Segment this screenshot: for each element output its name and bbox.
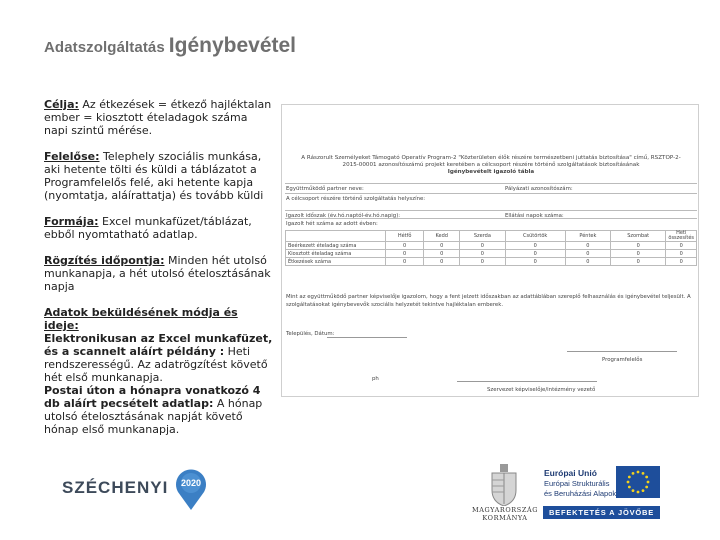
table-cell: 0 [386,258,424,266]
hungary-name: MAGYARORSZÁG KORMÁNYA [471,506,539,522]
ellatasi-label: Ellátási napok száma: [505,213,564,219]
form-header-line2: 2015-00001 azonosítószámú projekt keretében a célcsoport részére történő szolgáltatások biztosításának [342,162,640,168]
eu-star [637,471,640,474]
rogzites-label: Rögzítés időpontja: [44,254,165,267]
eu-title: Európai Unió [544,468,597,478]
col-header: Csütörtök [505,231,565,242]
form-note: Mint az együttműködő partner képviselője igazolom, hogy a fent jelzett időszakban az adattáblában szereplő felhasználás és igénybevétel teljesült. A szolgáltatásokat igénybevevők szociális helyzetét tekintve hajléktalan emberek. [286,294,691,308]
formaja-paragraph [44,215,274,241]
table-cell: 0 [386,242,424,250]
szechenyi-word: SZÉCHENYI [62,478,169,497]
table-cell: 0 [460,258,505,266]
elektronikusan-paragraph [44,332,274,384]
eu-star [642,489,645,492]
form-table [285,230,697,266]
description-text [44,98,274,436]
eu-line2: Európai Strukturális [544,479,610,488]
col-header: Péntek [565,231,610,242]
felelose-paragraph [44,150,274,202]
elektronikusan-label: Elektronikusan az Excel munkafüzet, és a scannelt aláírt példány : [44,332,273,358]
celja-paragraph [44,98,274,137]
table-cell: 0 [505,258,565,266]
partner-label: Együttműködő partner neve: [286,186,364,192]
col-header [286,231,386,242]
table-cell: 0 [666,258,697,266]
postai-paragraph [44,384,274,436]
eu-text [544,468,616,499]
celja-text: Az étkezések = étkező hajléktalan ember = kiosztott ételadagok száma napi szintű mérése. [44,98,272,137]
row-label: Kiosztott ételadag száma [286,250,386,258]
title-large: Igénybevétel [168,34,297,57]
table-cell: 0 [386,250,424,258]
form-header-title: Igénybevételt igazoló tábla [447,169,535,175]
table-row [286,250,697,258]
table-cell: 0 [505,242,565,250]
ph-label: ph [372,376,379,382]
eu-star [647,481,650,484]
adatok-label: Adatok beküldésének módja és ideje: [44,306,238,332]
row-label: Étkezések száma [286,258,386,266]
het-label: Igazolt hét száma az adott évben: [286,221,378,227]
rogzites-text: Minden hét utolsó munkanapja, a hét utolsó ételosztásának napja [44,254,271,293]
table-cell: 0 [611,250,666,258]
celja-label: Célja: [44,98,79,111]
form-row-het [285,218,697,227]
table-cell: 0 [666,250,697,258]
postai-label: Postai úton a hónapra vonatkozó 4 db aláírt pecsételt adatlap: [44,384,261,410]
eu-star [627,481,630,484]
row-label: Beérkezett ételadag száma [286,242,386,250]
table-cell: 0 [424,250,460,258]
palyazati-label: Pályázati azonosítószám: [505,186,573,192]
form-preview [281,104,699,397]
eu-star [645,486,648,489]
table-cell: 0 [611,242,666,250]
szervezet-label: Szervezet képviselője/intézmény vezető [487,387,596,393]
title-small: Adatszolgáltatás [44,39,165,56]
table-cell: 0 [505,250,565,258]
eu-star [632,489,635,492]
table-cell: 0 [460,242,505,250]
col-header: Szombat [611,231,666,242]
form-row-idoszak [285,210,697,219]
idoszak-label: Igazolt időszak (év.hó.naptól-év.hó.napig): [286,213,401,219]
szechenyi-year: 2020 [181,478,202,488]
table-cell: 0 [565,242,610,250]
table-cell: 0 [565,250,610,258]
table-cell: 0 [666,242,697,250]
programfelelos-line [567,351,677,352]
szechenyi-2020-badge [174,466,208,510]
formaja-label: Formája: [44,215,99,228]
adatok-paragraph [44,306,274,332]
col-header: Szerda [460,231,505,242]
eu-star [628,486,631,489]
table-cell: 0 [565,258,610,266]
table-cell: 0 [611,258,666,266]
col-header: Kedd [424,231,460,242]
eu-star [637,491,640,494]
felelose-label: Felelőse: [44,150,100,163]
postai-text: A hónap utolsó ételosztásának napját követő hónap első munkanapja. [44,397,263,436]
eu-stars-icon [616,466,660,498]
telepules-line [327,337,407,338]
form-row-partner [285,183,697,192]
rogzites-paragraph [44,254,274,293]
table-cell: 0 [460,250,505,258]
helyszin-label: A célcsoport részére történő szolgáltatás helyszíne: [286,196,426,202]
form-header-line1: A Rászorult Személyeket Támogató Operatív Program-2 "Közterületen élők részére természetbeni juttatás biztosítása" című, RSZTOP-2- [301,155,681,161]
szechenyi-badge-icon [174,466,208,510]
slide-title [44,34,296,58]
table-header-row [286,231,697,242]
eu-star [645,476,648,479]
form-row-helyszin [285,193,697,202]
programfelelos-label: Programfelelős [602,357,643,363]
eu-line3: és Beruházási Alapok [544,489,617,498]
formaja-text: Excel munkafüzet/táblázat, ebből nyomtatható adatlap. [44,215,252,241]
table-cell: 0 [424,242,460,250]
eu-logo-block [470,462,690,520]
felelose-text: Telephely szociális munkása, aki hetente tölti és küldi a táblázatot a Programfelelős felé, aki hetente kapja (nyomtatja, aláírattatja) és tovább küldi [44,150,264,202]
szervezet-line [457,381,597,382]
szechenyi-logo [62,466,208,510]
table-row [286,242,697,250]
elektronikusan-text: Heti rendszerességű. Az adatrögzítést követő hét első munkanapja. [44,345,268,384]
col-header: Heti összesítés [666,231,697,242]
col-header: Hétfő [386,231,424,242]
eu-flag-icon [616,466,660,498]
eu-star [642,472,645,475]
telepules-label: Település, Dátum: [286,331,335,337]
hungary-coat-of-arms-icon [488,464,520,506]
table-cell: 0 [424,258,460,266]
form-header [290,155,692,176]
table-row [286,258,697,266]
eu-star [632,472,635,475]
invest-banner: BEFEKTETÉS A JÖVŐBE [543,506,660,519]
eu-star [628,476,631,479]
